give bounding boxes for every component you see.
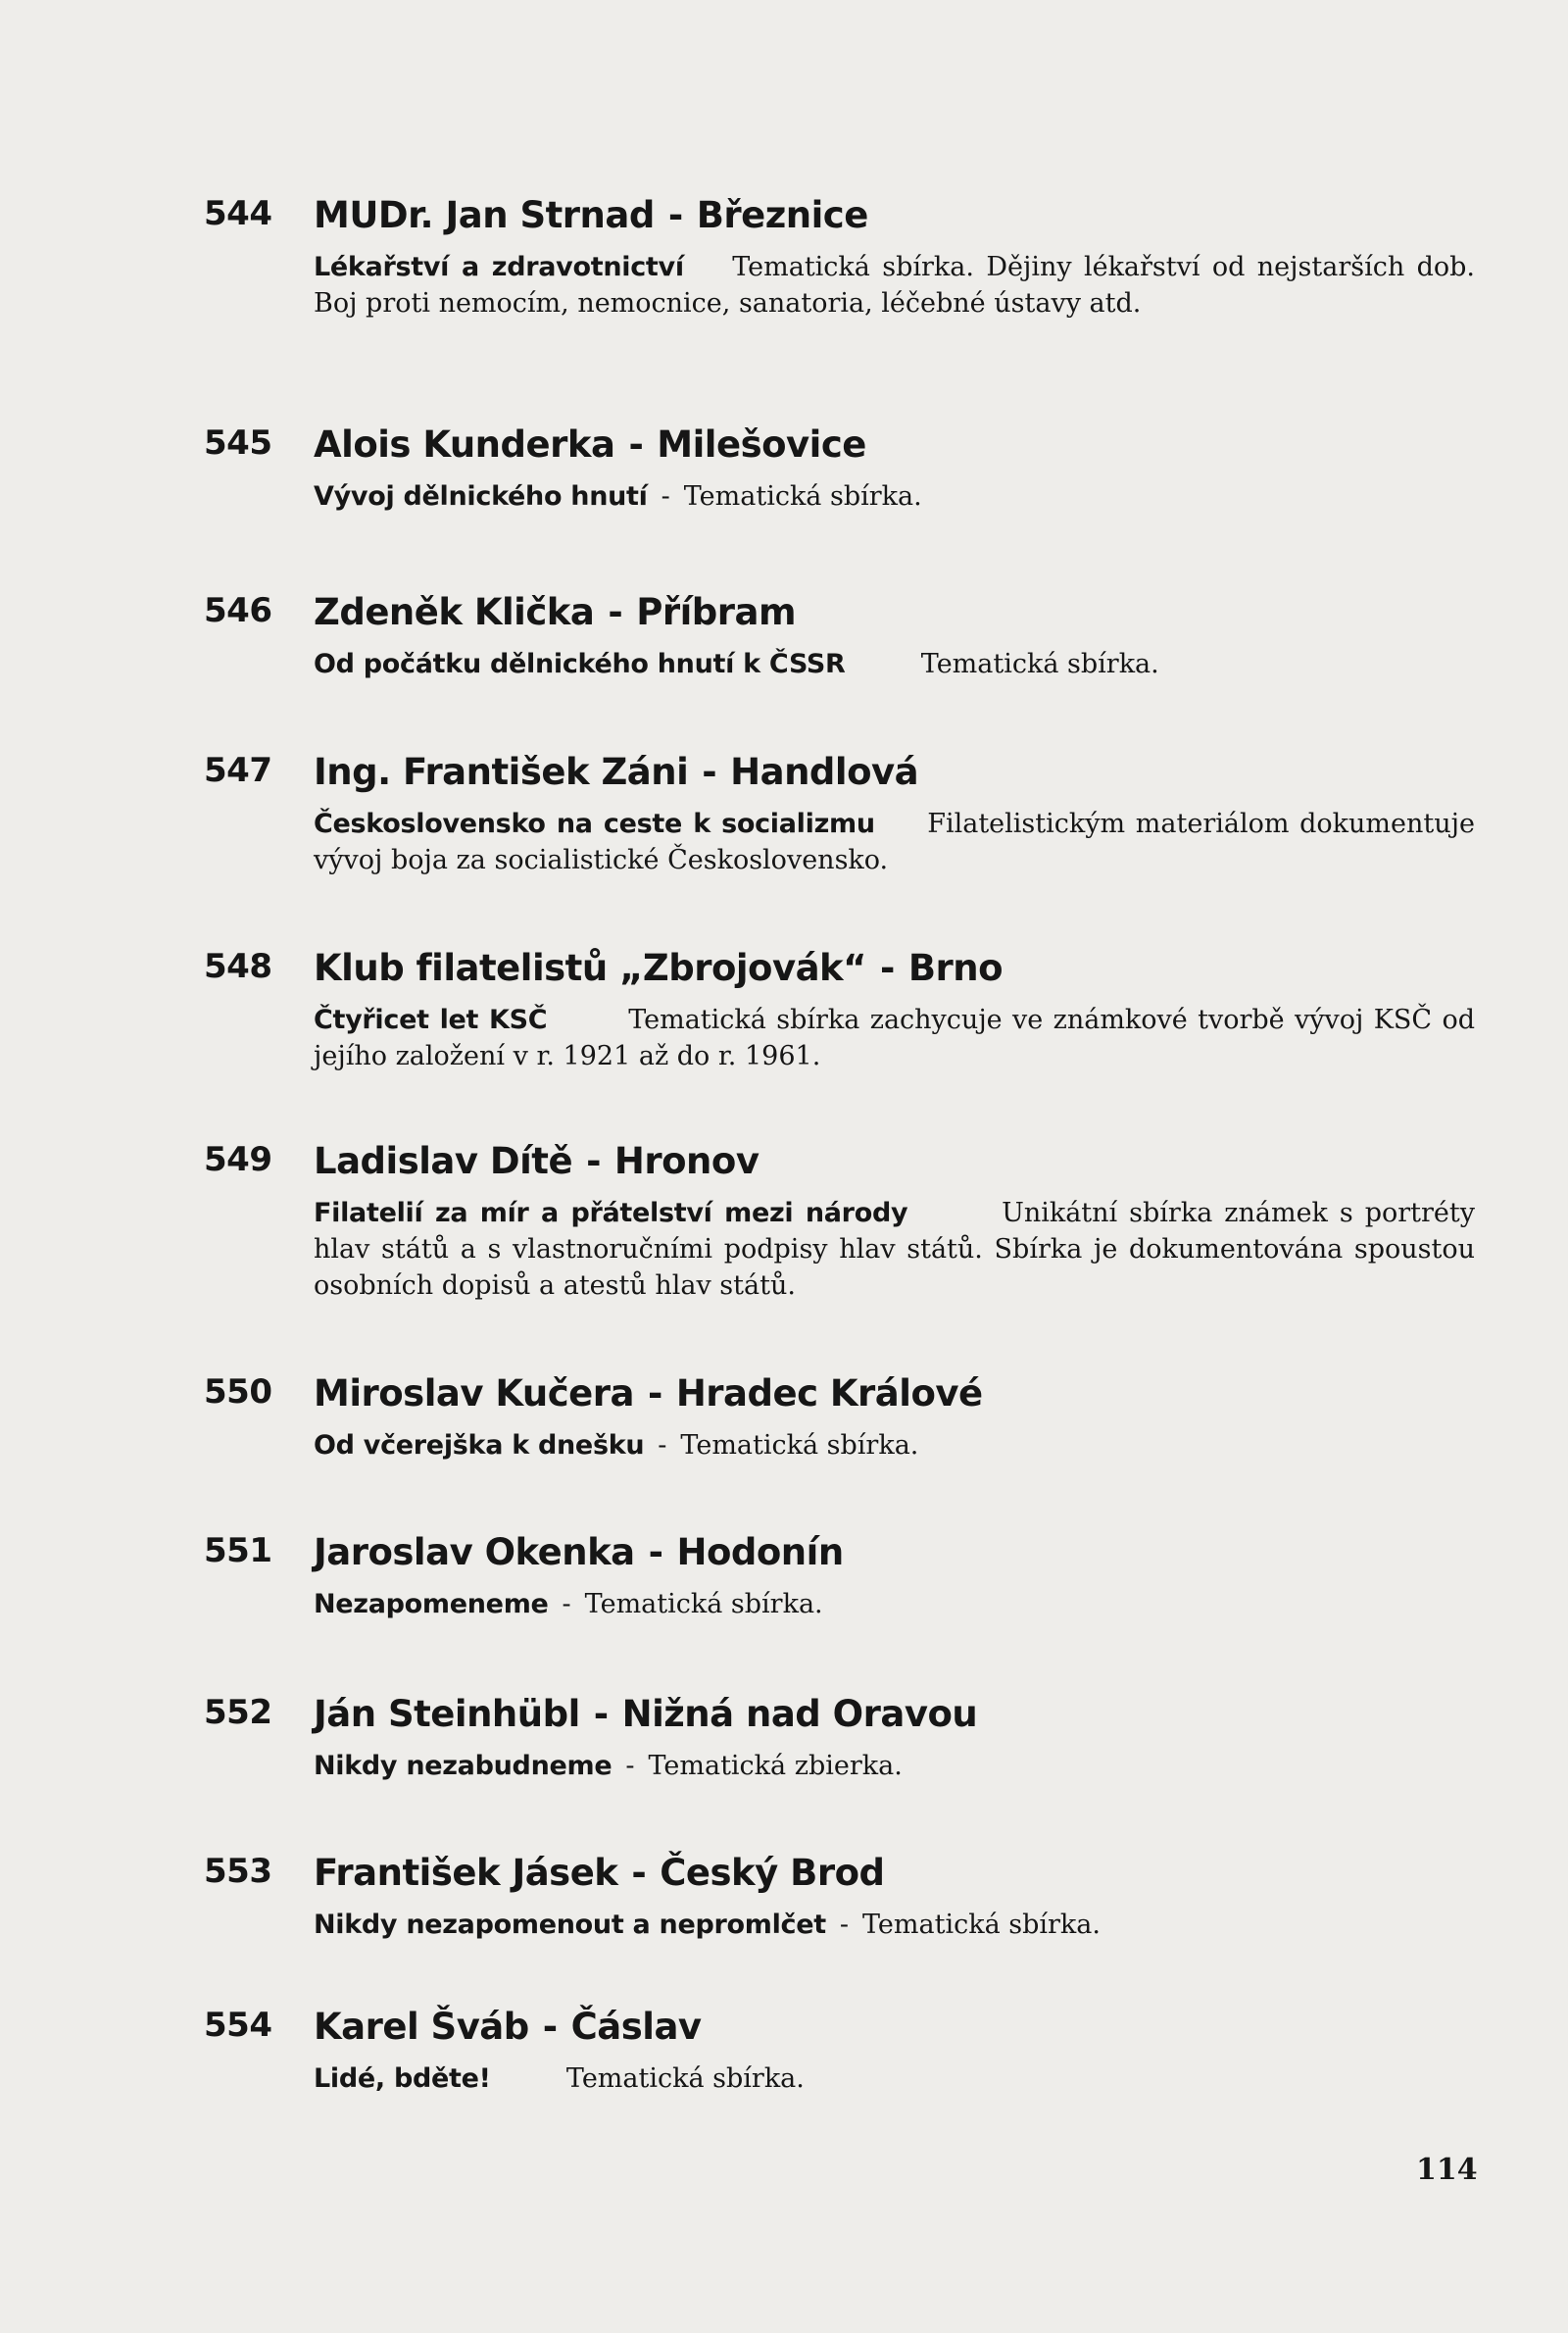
entry-number: 547 [204,751,272,790]
exhibit-description: Tematická sbírka. [565,2063,805,2094]
exhibit-title: Lékařství a zdravotnictví [314,252,684,282]
exhibitor-place: Příbram [636,591,797,633]
exhibit-description: Tematická sbírka. [920,649,1159,679]
entry-number: 552 [204,1693,272,1732]
entry-number: 550 [204,1372,272,1412]
exhibitor-name: Klub filatelistů „Zbrojovák“ [314,947,866,989]
exhibit-description: Unikátní sbírka známek s portréty hlav států a s vlastnoručními podpisy hlav států. Sbírka je dokumentována spoustou osobních dopisů a atestů hlav států. [314,1198,1475,1301]
separator: - [608,591,623,633]
exhibit-description: Tematická sbírka. [683,481,922,512]
separator: - [628,423,644,466]
exhibitor-place: Handlová [730,751,919,793]
separator: - [631,1852,647,1894]
separator: - [839,1910,850,1940]
catalog-entry [204,194,1478,322]
exhibitor-name: Jaroslav Okenka [314,1531,635,1573]
exhibitor-place: Milešovice [657,423,866,466]
catalog-entry [204,751,1478,878]
entry-number: 548 [204,947,272,986]
exhibitor-place: Český Brod [660,1852,885,1894]
page-number: 114 [1416,2153,1478,2187]
exhibitor-name: Ing. František Záni [314,751,689,793]
catalog-entry [204,1372,1478,1464]
exhibit-description: Filatelistickým materiálom dokumentuje vývoj boja za socialistické Československo. [314,809,1475,875]
separator: - [586,1140,601,1182]
separator: - [658,1430,667,1461]
separator: - [593,1693,609,1735]
separator: - [648,1531,663,1573]
separator: - [625,1751,635,1781]
entry-number: 549 [204,1140,272,1179]
exhibitor-name: Ladislav Dítě [314,1140,573,1182]
exhibitor-name: Miroslav Kučera [314,1372,634,1415]
exhibit-description: Tematická sbírka. [680,1430,919,1461]
exhibitor-name: MUDr. Jan Strnad [314,194,655,236]
exhibit-description: Tematická sbírka. Dějiny lékařství od nejstarších dob. Boj proti nemocím, nemocnice, sanatoria, léčebné ústavy atd. [314,252,1475,319]
separator: - [562,1589,571,1619]
exhibitor-name: Alois Kunderka [314,423,615,466]
catalog-entry [204,2006,1478,2097]
separator: - [879,947,895,989]
exhibitor-place: Nižná nad Oravou [621,1693,978,1735]
exhibitor-place: Hradec Králové [675,1372,983,1415]
exhibit-description: Tematická zbierka. [648,1751,903,1781]
exhibitor-name: František Jásek [314,1852,618,1894]
exhibit-title: Československo na ceste k socializmu [314,809,875,839]
exhibit-title: Nikdy nezabudneme [314,1751,612,1781]
entry-number: 545 [204,423,272,463]
exhibitor-place: Brno [907,947,1004,989]
catalog-entry [204,423,1478,515]
exhibitor-place: Hronov [613,1140,760,1182]
entry-number: 554 [204,2006,272,2045]
exhibitor-name: Ján Steinhübl [314,1693,580,1735]
exhibitor-name: Zdeněk Klička [314,591,595,633]
exhibit-title: Lidé, bděte! [314,2063,491,2094]
exhibit-title: Filatelií za mír a přátelství mezi národy [314,1198,908,1228]
exhibitor-place: Čáslav [570,2006,702,2048]
exhibitor-place: Hodonín [676,1531,844,1573]
catalog-entry [204,1531,1478,1622]
entry-number: 544 [204,194,272,233]
exhibit-title: Od včerejška k dnešku [314,1430,645,1461]
entry-number: 553 [204,1852,272,1891]
exhibit-title: Nikdy nezapomenout a nepromlčet [314,1910,826,1940]
catalog-entry [204,1852,1478,1943]
exhibitor-place: Březnice [696,194,868,236]
exhibit-title: Čtyřicet let KSČ [314,1005,548,1035]
separator: - [667,194,683,236]
exhibitor-name: Karel Šváb [314,2006,529,2048]
catalog-entry [204,1693,1478,1784]
separator: - [542,2006,558,2048]
entry-number: 546 [204,591,272,630]
separator: - [661,481,670,512]
separator: - [647,1372,662,1415]
entry-number: 551 [204,1531,272,1570]
exhibit-title: Od počátku dělnického hnutí k ČSSR [314,649,846,679]
exhibit-title: Vývoj dělnického hnutí [314,481,648,512]
catalog-entry [204,947,1478,1074]
exhibit-title: Nezapomeneme [314,1589,549,1619]
separator: - [702,751,717,793]
exhibit-description: Tematická sbírka. [862,1910,1101,1940]
exhibit-description: Tematická sbírka zachycuje ve známkové tvorbě vývoj KSČ od jejího založení v r. 1921 až do r. 1961. [314,1005,1475,1071]
exhibit-description: Tematická sbírka. [584,1589,823,1619]
catalog-entry [204,591,1478,682]
catalog-entry [204,1140,1478,1304]
